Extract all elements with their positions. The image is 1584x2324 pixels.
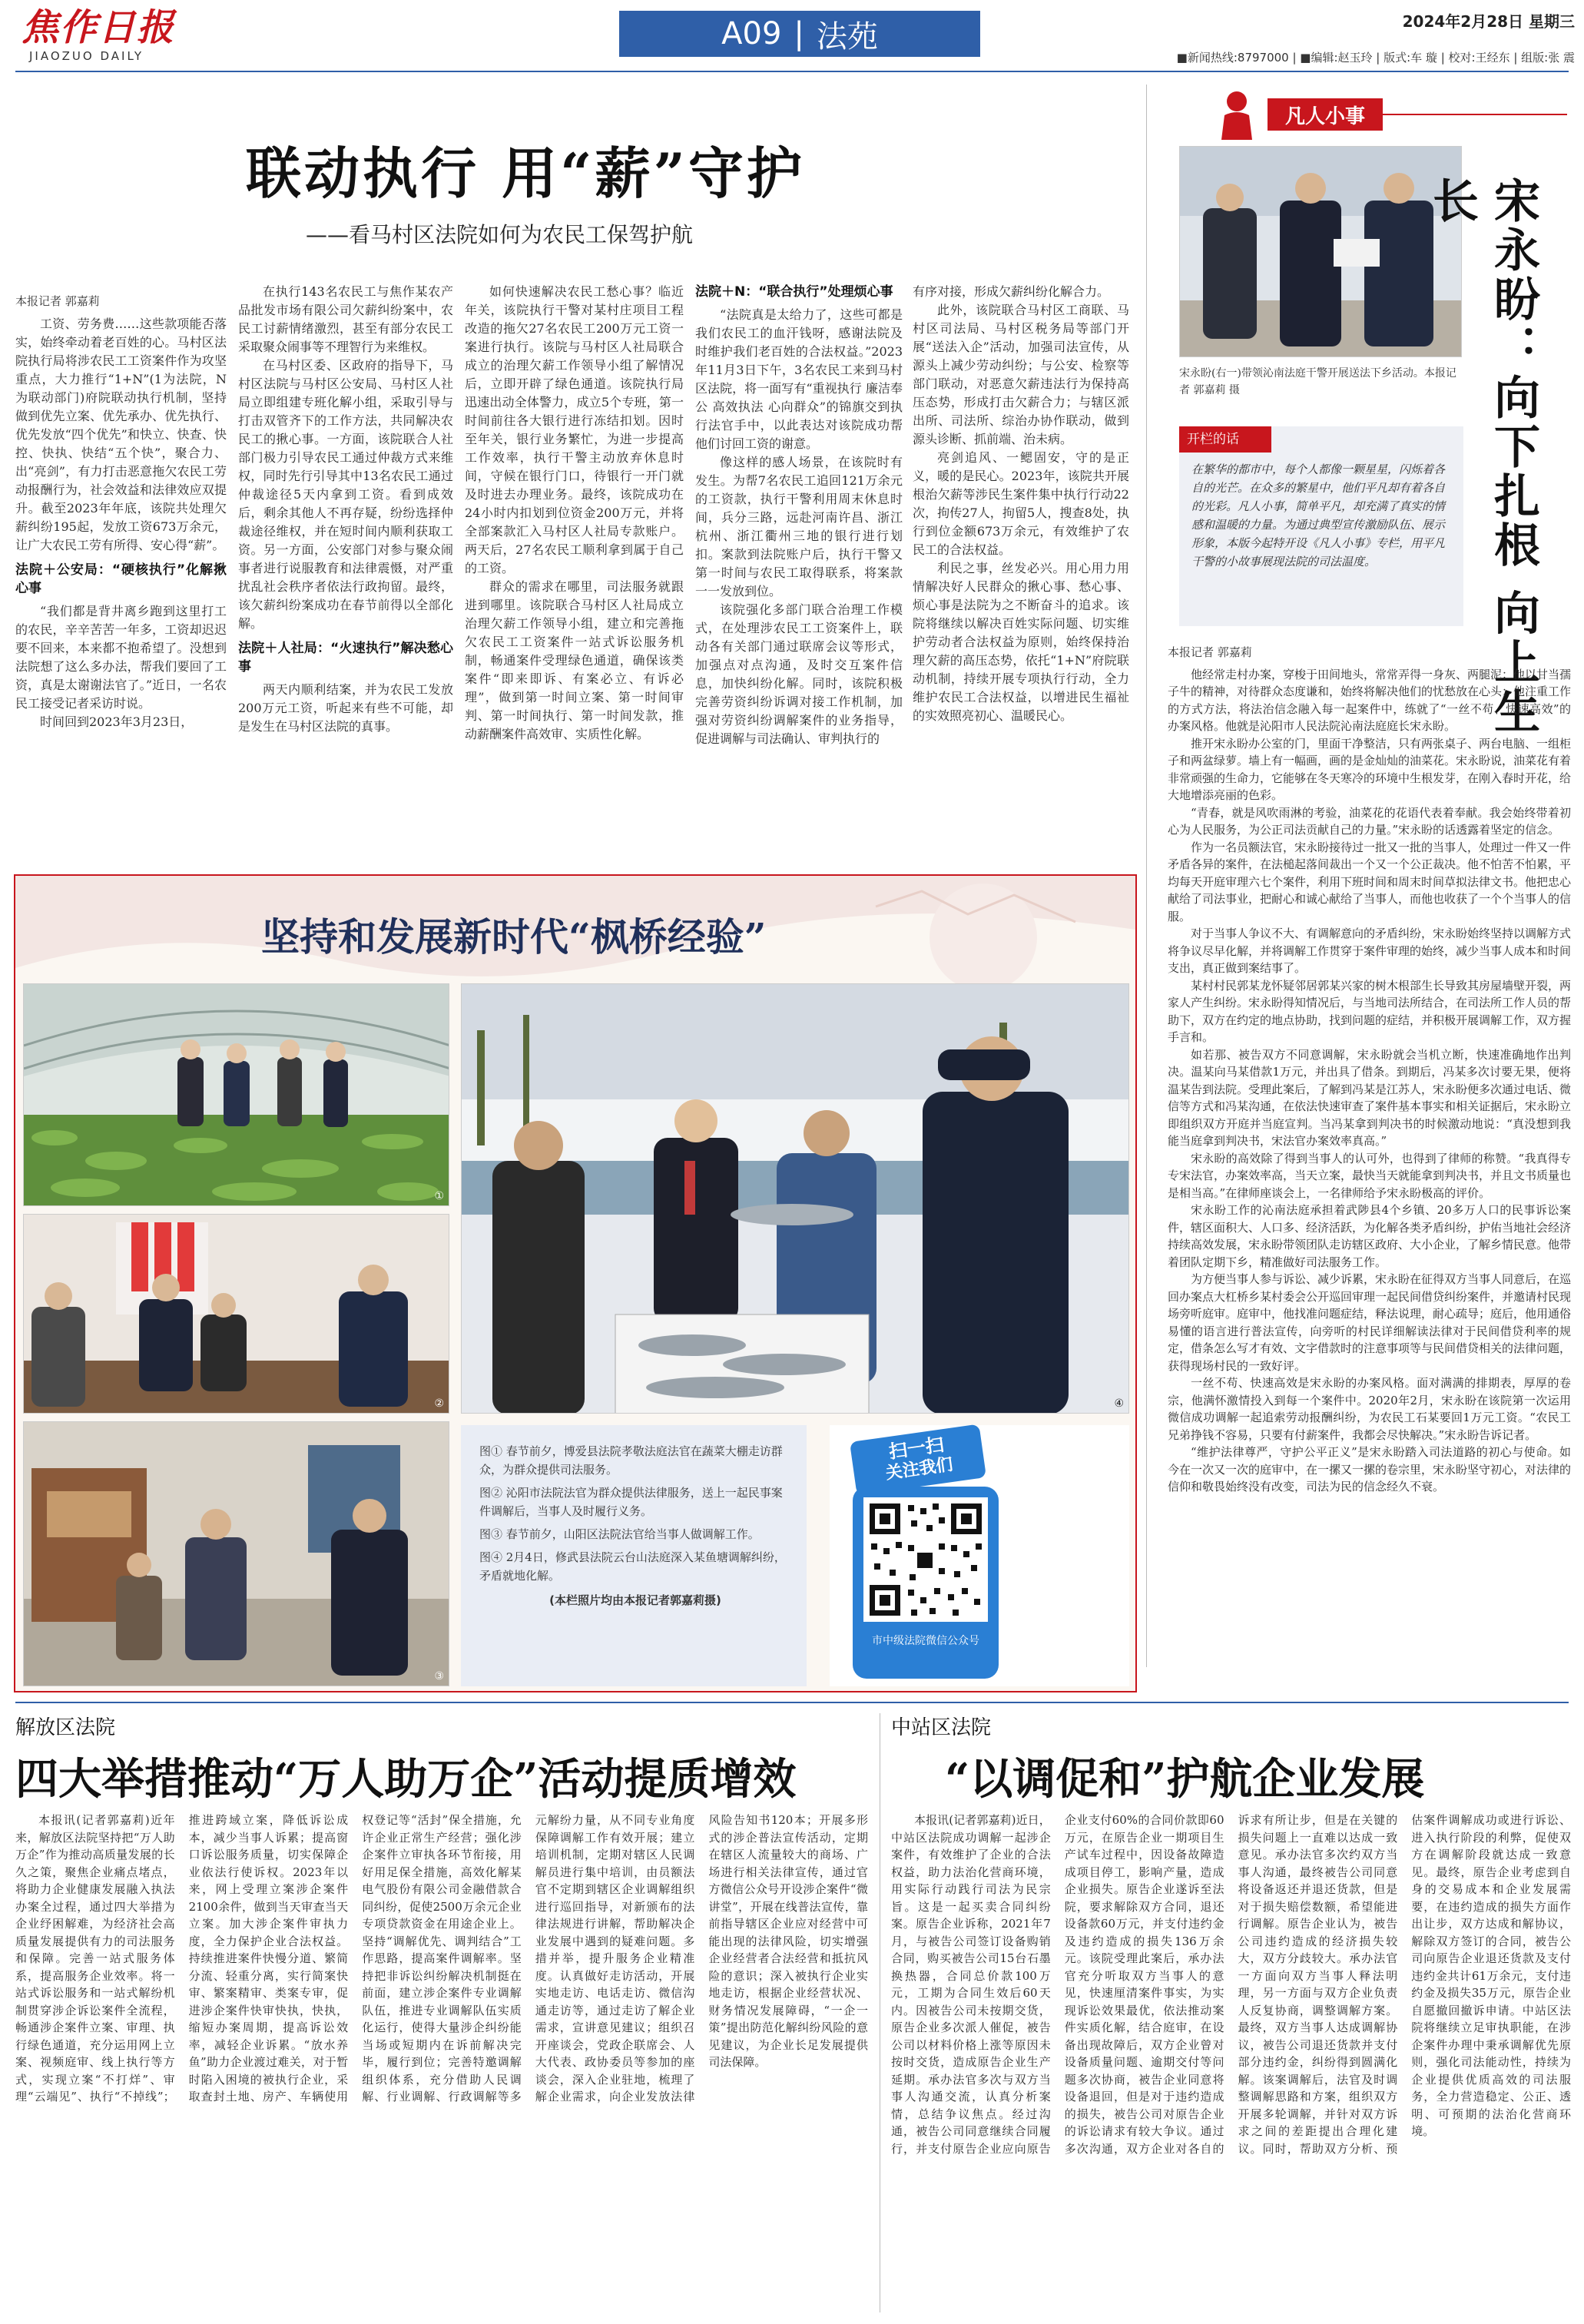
main-article-col-3 <box>465 283 684 864</box>
figure-icon <box>1214 89 1260 140</box>
paragraph: 两天内顺利结案，并为农民工发放200万元工资，听起来有些不可能，却是发生在马村区法院的真事。 <box>238 682 453 734</box>
paragraph: “我们都是背井离乡跑到这里打工的农民，辛辛苦苦一年多，工资却迟迟要不回来，本来都不抱希望了。没想到法院想了这么多办法，帮我们要回了工资，真是太谢谢法官了。”近日，一名农民工接受记者采访时说。 <box>15 604 227 711</box>
caption: 图② 沁阳市法院法官为群众提供法律服务，送上一起民事案件调解后，当事人及时履行义务。 <box>479 1486 783 1518</box>
caption: 图④ 2月4日，修武县法院云台山法庭深入某鱼塘调解纠纷，矛盾就地化解。 <box>479 1550 786 1583</box>
paragraph: 在马村区委、区政府的指导下，马村区法院与马村区公安局、马村区人社局立即组建专班化解小组，采取引导与打击双管齐下的工作方法，共同解决农民工的揪心事。一方面，该院联合人社部门极力引导农民工通过仲裁方式来维权，同时先行引导其中13名农民工通过仲裁途径5天内拿到工资。看到成效后，剩余其他人不再存疑，纷纷选择仲裁途径维权，并在短时间内顺利获取工资。另一方面，公安部门对参与聚众闹事者进行说服教育和法律震慑，对严重扰乱社会秩序者依法行政拘留。最终，该欠薪纠纷案成功在春节前得以全部化解。 <box>238 358 453 631</box>
subhead-n: 法院＋N：“联合执行”处理烦心事 <box>695 284 893 300</box>
paragraph: 如若那、被告双方不同意调解，宋永盼就会当机立断，快速准确地作出判决。温某向马某借款1万元，并出具了借条。到期后，冯某多次讨要无果，便将温某告到法院。受理此案后，了解到冯某是江苏人，宋永盼便多次通过电话、微信等方式和冯某沟通，在依法快速审查了案件基本事实和相关证据后，宋永盼立即组织双方开庭并当庭宣判。当冯某拿到判决书的时候激动地说：“真没想到我能当庭拿到判决书，宋法官办案效率真高。” <box>1168 1047 1571 1148</box>
paragraph: 本报讯(记者郭嘉莉)近年来，解放区法院坚持把“万人助万企”作为推动高质量发展的长久之策，聚焦企业痛点堵点，将助力企业健康发展融入执法办案全过程，通过四大举措为企业纾困解难，为经济社会高质量发展提供有力的司法服务和保障。完善一站式服务体系，提高服务企业效率。将一站式诉讼服务和一站式解纷机制贯穿涉企诉讼案件全流程，畅通涉企案件立案、审理、执行绿色通道，充分运用网上立案、视频庭审、线上执行等方式，实现立案“不打烊”、审理“云端见”、执行“不掉线”；推进跨域立案，降低诉讼成本，减少当事人诉累；提高窗口诉讼服务质量，切实保障企业依法行使诉权。2023年以来，网上受理立案涉企案件2100余件，做到当天审查当天立案。加大涉企案件审执力度，全力保护企业合法权益。持续推进案件快慢分道、繁简分流、轻重分离，实行简案快审、繁案精审、类案专审，促进涉企案件快审快执，快执，缩短办案周期，提高诉讼效率，减轻企业诉累。“放水养鱼”助力企业渡过难关，对于暂时陷入困境的被执行企业，采取查封土地、房产、车辆使用权登记等“活封”保全措施，允许企业正常生产经营；强化涉企案件立审执各环节衔接，用好用足保全措施，高效化解某电气股份有限公司金融借款合同纠纷，促使2500万余元企业专项贷款资金在用途企业上。坚持“调解优先、调判结合”工作思路，提高案件调解率。坚持把非诉讼纠纷解决机制挺在前面，建立涉企案件专业调解队伍，推进专业调解队伍实质化运行，使得大量涉企纠纷能当场或短期内在诉前解决完毕，履行到位；完善特邀调解组织体系，充分借助人民调解、行业调解、行政调解等多元解纷力量，从不同专业角度保障调解工作有效开展；建立培训机制，定期对辖区人民调解员进行集中培训，由员额法官不定期到辖区企业调解组织进行巡回指导，对新颁布的法律法规进行讲解，帮助解决企业发展中遇到的疑难问题。多措并举，提升服务企业精准度。认真做好走访活动，开展实地走访、电话走访、微信沟通走访等，通过走访了解企业需求，宣讲意见建议；组织召开座谈会，党政企联席会、人大代表、政协委员等参加的座谈会，深入企业驻地，梳理了解企业需求，向企业发放法律风险告知书120本；开展多形式的涉企普法宣传活动，定期在辖区人流量较大的商场、广场进行相关法律宣传，通过官方微信公众号开设涉企案件“微讲堂”，开展在线普法宣传，靠前指导辖区企业应对经营中可能出现的法律风险，切实增强企业经营者合法经营和抵抗风险的意识；深入被执行企业实地走访，根据企业经营状况、财务情况发展障碍，“一企一策”提出防范化解纠纷风险的意见建议，为企业长足发展提供司法保障。 <box>15 1813 868 2104</box>
credits-line: ■新闻热线:8797000 | ■编辑:赵玉玲 | 版式:车 璇 | 校对:王经东 | 组版:张 震 <box>1176 51 1575 65</box>
photo-number: ② <box>434 1397 444 1410</box>
photo-credit: (本栏照片均由本报记者郭嘉莉摄) <box>549 1593 721 1607</box>
caption: 图③ 春节前夕，山阳区法院法官给当事人做调解工作。 <box>479 1527 760 1541</box>
photo-fish-pond <box>461 983 1129 1414</box>
paragraph: 对于当事人争议不大、有调解意向的矛盾纠纷，宋永盼始终坚持以调解方式将争议尽早化解，并将调解工作贯穿于案件审理的始终，减少当事人成本和时间支出，真正做到案结事了。 <box>1168 927 1571 975</box>
logo-text: 焦作日报 <box>22 6 176 49</box>
caption-box <box>461 1425 807 1686</box>
feature-byline: 本报记者 郭嘉莉 <box>1168 645 1252 659</box>
page-divider: | <box>794 16 804 51</box>
main-article-col-5 <box>913 283 1129 864</box>
feature-column-header <box>1160 86 1575 140</box>
paragraph: 亮剑追风、一鳃固安，守的是正义，暖的是民心。2023年，该院共开展根治欠薪等涉民生案件集中执行行动22次，拘传27人，拘留5人，搜查8处，执行到位金额673万余元，有效维护了农民工的合法权益。 <box>913 450 1129 557</box>
intro-text: 在繁华的都市中，每个人都像一颗星星，闪烁着各自的光芒。在众多的繁星中，他们平凡却有着各自的光彩。凡人小事，简单平凡，却充满了真实的情感和温暖的力量。为通过典型宣传激励队伍、展示形象，本版今起特开设《凡人小事》专栏，用平凡干警的小故事展现法院的司法温度。 <box>1191 462 1446 569</box>
qr-panel <box>830 1425 1129 1686</box>
qr-code-icon[interactable] <box>863 1497 988 1622</box>
intro-box <box>1179 426 1463 626</box>
paragraph: 一丝不苟、快速高效是宋永盼的办案风格。面对满满的排期表，厚厚的卷宗，他满怀激情投入到每一个案件中。2020年2月，宋永盼在该院第一次运用微信成功调解一起追索劳动报酬纠纷，为农民工石某要回1万元工资。“农民工兄弟挣钱不容易，只要有付薪案件，我都会尽快解决。”宋永盼告诉记者。 <box>1168 1376 1571 1442</box>
feature-photo-caption: 宋永盼(右一)带领沁南法庭干警开展送法下乡活动。本报记者 郭嘉莉 摄 <box>1179 367 1456 396</box>
qr-banner-line-1: 扫一扫 <box>887 1434 946 1464</box>
office-scene <box>24 1215 449 1414</box>
jiefang-body <box>15 1812 868 2311</box>
paragraph: “法院真是太给力了，这些可都是我们农民工的血汗钱呀，感谢法院及时维护我们老百姓的合法权益。”2023年11月3日下午，3名农民工来到马村区法院，将一面写有“重视执行 廉洁奉公 高效执法 心向群众”的锦旗交到执行法官手中，以此表达对该院成功帮他们讨回工资的谢意。 <box>695 307 903 451</box>
column-label-text: 凡人小事 <box>1284 104 1365 128</box>
bottom-section-rule <box>15 1702 1569 1703</box>
paragraph: 在执行143名农民工与焦作某农产品批发市场有限公司欠薪纠纷案中，农民工讨薪情绪激烈，甚至有部分农民工采取聚众闹事等不理智行为来维权。 <box>238 284 453 354</box>
newspaper-logo <box>22 6 175 68</box>
photo-greenhouse <box>23 983 449 1206</box>
intro-label: 开栏的话 <box>1179 426 1271 453</box>
main-subtitle: ——看马村区法院如何为农民工保驾护航 <box>306 222 694 247</box>
paragraph: 群众的需求在哪里，司法服务就跟进到哪里。该院联合马村区人社局成立治理欠薪工作领导小组，建立和完善拖欠农民工工资案件一站式诉讼服务机制，畅通案件受理绿色通道，确保该类案件“即来即诉、有案必立、有诉必理”，做到第一时间立案、第一时间审判、第一时间执行、第一时间发款，推动薪酬案件高效审、实质性化解。 <box>465 579 684 741</box>
paragraph: 此外，该院联合马村区工商联、马村区司法局、马村区税务局等部门开展“送法入企”活动，加强司法宣传，从源头上减少劳动纠纷；与公安、检察等部门联动，对恶意欠薪违法行为保持高压态势，形成打击欠薪合力；与辖区派出所、司法所、综治办协作联动，做到源头诊断、抓前端、治未病。 <box>913 303 1129 446</box>
paragraph: 他经常走村办案，穿梭于田间地头，常常弄得一身灰、两腿泥；他以甘当孺子牛的精神，对待群众态度谦和，始终将解决他们的忧愁放在心头；他注重工作的方式方法，将法治信念融入每一起案件中，练就了“一丝不苟、快速高效”的办案风格。他就是沁阳市人民法院沁南法庭庭长宋永盼。 <box>1168 667 1571 733</box>
fengqiao-title: 坚持和发展新时代“枫桥经验” <box>261 914 767 960</box>
paragraph: 作为一名员额法官，宋永盼接待过一批又一批的当事人，处理过一件又一件矛盾各异的案件，在法槌起落间裁出一个又一个公正裁决。他不怕苦不怕累，平均每天开庭审理六七个案件，利用下班时间和周末时间草拟法律文书。他把忠心献给了司法事业，把耐心和诚心献给了当事人，而他也收获了一个个当事人的信服。 <box>1168 840 1571 923</box>
photo-number: ④ <box>1114 1397 1124 1410</box>
column-label <box>1268 98 1383 131</box>
paragraph: 时间回到2023年3月23日， <box>40 714 194 729</box>
paragraph: 如何快速解决农民工愁心事？临近年关，该院执行干警对某村庄项目工程改造的拖欠27名农民工200万元工资一案进行执行。该院与马村区人社局联合成立的治理欠薪工作领导小组了解情况后，立即开辟了绿色通道。该院执行局迅速出动全体警力，成立5个专班，第一时间前往各大银行进行冻结扣划。因时至年关，银行业务繁忙，为进一步提高工作效率，执行干警主动放弃休息时间，守候在银行门口，待银行一开门就及时进去办理业务。最终，该院成功在24小时内扣划到位资金200万元，并将全部案款汇入马村区人社局专款账户。两天后，27名农民工顺利拿到属于自己的工资。 <box>465 284 684 575</box>
paragraph: “维护法律尊严，守护公平正义”是宋永盼踏入司法道路的初心与使命。如今在一次又一次的庭审中，在一摞又一摞的卷宗里，宋永盼坚守初心，对法律的信仰和敬畏始终没有改变，司法为民的信念经久不衰。 <box>1168 1445 1571 1494</box>
feature-photo-scene <box>1180 147 1462 357</box>
photo-number: ③ <box>434 1670 444 1682</box>
greenhouse-scene <box>24 984 449 1206</box>
caption: 图① 春节前夕，博爱县法院孝敬法庭法官在蔬菜大棚走访群众，为群众提供司法服务。 <box>479 1444 783 1477</box>
paragraph: 宋永盼工作的沁南法庭承担着武陟县4个乡镇、20多万人口的民事诉讼案件，辖区面积大、人口多、经济活跃，为化解各类矛盾纠纷，护佑当地社会经济持续高效发展，宋永盼带领团队走访辖区政府、大小企业，了解乡情民意。他带着团队定期下乡，精准做好司法服务工作。 <box>1168 1203 1571 1269</box>
paragraph: 宋永盼的高效除了得到当事人的认可外，也得到了律师的称赞。“我真得专专宋法官，办案效率高，当天立案，最快当天就能拿到判决书，并且文书质量也是相当高。”在律师座谈会上，一名律师给予宋永盼极高的评价。 <box>1168 1151 1571 1200</box>
feature-photo <box>1179 146 1462 357</box>
main-byline: 本报记者 郭嘉莉 <box>15 294 100 308</box>
paragraph: 推开宋永盼办公室的门，里面干净整洁，只有两张桌子、两台电脑、一组柜子和两盆绿萝。墙上有一幅画，画的是金灿灿的油菜花。宋永盼说，油菜花有着非常顽强的生命力，它能够在冬天寒冷的环境中生根发芽，在刚入春时开花，给大地增添亮丽的色彩。 <box>1168 736 1571 802</box>
column-label-rule <box>1383 114 1567 115</box>
paragraph: 工资、劳务费……这些款项能否落实，始终牵动着老百姓的心。马村区法院执行局将涉农民工工资案件作为攻坚重点，大力推行“1+N”(1为法院，N为联动部门)府院联动执行机制，坚持做到优先立案、优先承办、优先执行、优先发放“四个优先”和快立、快查、快控、快执、快结“五个快”，聚合力、出“亮剑”，有力打击恶意拖欠农民工劳动报酬行为，社会效益和法律效应双提升。截至2023年年底，该院共处理欠薪纠纷195起，发放工资673万余元，让广大农民工劳有所得、安心得“薪”。 <box>15 317 227 552</box>
fengqiao-panel <box>14 874 1137 1692</box>
page-tab <box>619 11 980 57</box>
paragraph: 某村村民郭某龙怀疑邻居郭某兴家的树木根部生长导致其房屋墙壁开裂，两家人产生纠纷。宋永盼得知情况后，与当地司法所结合，在司法所工作人员的帮助下，双方在约定的地点协助，找到问题的症结，并积极开展调解工作，双方握手言和。 <box>1168 978 1571 1044</box>
paragraph: “青春，就是风吹雨淋的考验，油菜花的花语代表着奉献。我会始终带着初心为人民服务，为公正司法贡献自己的力量。”宋永盼的话透露着坚定的信念。 <box>1168 805 1571 837</box>
qr-banner <box>850 1424 986 1496</box>
main-article-col-4 <box>695 283 903 864</box>
photo-number: ① <box>434 1190 444 1202</box>
jiefang-headline: 四大举措推动“万人助万企”活动提质增效 <box>15 1754 797 1805</box>
masthead-rule <box>15 71 1569 72</box>
photo-home-visit <box>23 1421 449 1686</box>
issue-date: 2024年2月28日 星期三 <box>1402 12 1575 31</box>
subhead-hr: 法院＋人社局：“火速执行”解决愁心事 <box>238 641 453 675</box>
subhead-police: 法院＋公安局：“硬核执行”化解揪心事 <box>15 562 227 596</box>
main-article-col-1 <box>15 292 227 864</box>
jiefang-kicker: 解放区法院 <box>15 1716 116 1739</box>
qr-frame <box>853 1487 999 1679</box>
logo-english: JIAOZUO DAILY <box>29 49 144 63</box>
paragraph: 利民之事，丝发必兴。用心用力用情解决好人民群众的揪心事、愁心事、烦心事是法院为之不断奋斗的追求。该院将继续以解决百姓实际问题、切实维护劳动者合法权益为原则，始终保持治理欠薪的高压态势，依托“1+N”府院联动机制，持续开展专项执行行动，全力维护农民工合法权益，以增进民生福祉的实效照亮初心、温暖民心。 <box>913 561 1129 723</box>
feature-headline-text: 宋永盼：向下扎根 向上生长 <box>1425 177 1540 737</box>
paragraph: 有序对接，形成欠薪纠纷化解合力。 <box>913 284 1110 299</box>
paragraph: 像这样的感人场景，在该院时有发生。为帮7名农民工追回121万余元的工资款，执行干警利用周末休息时间，兵分三路，远赴河南许昌、浙江杭州、浙江衢州三地的银行进行划扣。案款到法院账户后，执行干警又第一时间与农民工取得联系，将案款一一发放到位。 <box>695 455 903 598</box>
page-number: A09 <box>721 16 782 51</box>
paragraph: 本报讯(记者郭嘉莉)近日，中站区法院成功调解一起涉企案件，有效维护了企业的合法权益，助力法治化营商环境，用实际行动践行司法为民宗旨。这是一起买卖合同纠纷案。原告企业诉称，2021年7月，与被告公司签订设备购销合同，购买被告公司15台石墨换热器，合同总价款100万元，工期为合同生效后60天内。因被告公司未按期交货，原告企业多次派人催促，被告公司以材料价格上涨等原因未按时交货，造成原告企业生产延期。承办法官多次与双方当事人沟通交流，认真分析案情，总结争议焦点。经过沟通，被告公司同意继续合同履行，并支付原告企业应向原告企业支付60%的合同价款即60万元，在原告企业一期项目生产试车过程中，因设备故障造成项目停工，影响产量，造成企业损失。原告企业遂诉至法院，要求解除双方合同，退还设备款60万元，并支付违约金及违约造成的损失136万余元。该院受理此案后，承办法官充分听取双方当事人的意见，快速厘清案件事实，为实现诉讼效果最优，依法推动案件实质化解，结合庭审，在设备出现故障后，双方企业曾对设备质量问题、逾期交付等问题多次协商，被告企业同意将设备退回，但是对于违约造成的损失，被告公司对原告企业的诉讼请求有较大争议。通过多次沟通，双方企业对各自的诉求有所让步，但是在关键的损失问题上一直难以达成一致意见。承办法官多次约双方当事人沟通，最终被告公司同意将设备返还并退还货款，但是对于损失赔偿数额，希望能进行调解。原告企业认为，被告公司违约造成的经济损失较大，双方分歧较大。承办法官一方面向双方当事人释法明理，另一方面与双方企业负责人反复协商，调整调解方案。最终，双方当事人达成调解协议，被告公司退还货款并支付部分违约金，纠纷得到圆满化解。该案调解后，法官及时调整调解思路和方案，组织双方开展多轮调解，并针对双方诉求之间的差距提出合理化建议。同时，帮助双方分析、预估案件调解成功或进行诉讼、进入执行阶段的利弊，促使双方在调解阶段就达成一致意见。最终，原告企业考虑到自身的交易成本和企业发展需要，在违约造成的损失方面作出让步，双方达成和解协议，解除双方签订的合同，被告公司向原告企业退还货款及支付违约金共计61万余元，支付违约金及损失35万元，原告企业自愿撤回撤诉申请。中站区法院将继续立足审执职能，在涉企案件办理中秉承调解优先原则，强化司法能动性，持续为企业提供优质高效的司法服务，全力营造稳定、公正、透明、可预期的法治化营商环境。 <box>891 1813 1571 2156</box>
zhongzhan-body <box>891 1812 1571 2311</box>
qr-label: 市中级法院微信公众号 <box>872 1635 979 1647</box>
zhongzhan-kicker: 中站区法院 <box>891 1716 992 1739</box>
qr-banner-line-2: 关注我们 <box>884 1454 955 1484</box>
masthead <box>0 0 1584 71</box>
paragraph: 为方便当事人参与诉讼、减少诉累，宋永盼在征得双方当事人同意后，在巡回办案点大杠桥乡某村委会公开巡回审理一起民间借贷纠纷案件，并邀请村民现场旁听庭审。庭审中，他找准问题症结，释法说理，耐心疏导；庭后，他用通俗易懂的语言进行普法宣传，向旁听的村民详细解读法律对于民间借贷利率的规定，借条怎么写才有效、文字借款时的注意事项等与民间借贷相关的法律问题，获得现场村民的一致好评。 <box>1168 1272 1571 1373</box>
paragraph: 该院强化多部门联合治理工作模式，在处理涉农民工工资案件上，联动各有关部门通过联席会议等形式，加强点对点沟通，及时交互案件信息，加快纠纷化解。同时，该院积极完善劳资纠纷诉调对接工作机制，加强对劳资纠纷调解案件的业务指导，促进调解与司法确认、审判执行的 <box>695 602 903 746</box>
feature-body <box>1168 644 1571 1666</box>
home-visit-scene <box>24 1422 449 1686</box>
page-section: 法苑 <box>816 18 878 55</box>
zhongzhan-headline: “以调促和”护航企业发展 <box>945 1754 1425 1805</box>
column-divider <box>1146 85 1147 1667</box>
main-headline: 联动执行 用“薪”守护 <box>246 141 805 206</box>
main-article-col-2 <box>238 283 453 864</box>
fish-pond-scene <box>462 984 1129 1414</box>
photo-office <box>23 1214 449 1414</box>
